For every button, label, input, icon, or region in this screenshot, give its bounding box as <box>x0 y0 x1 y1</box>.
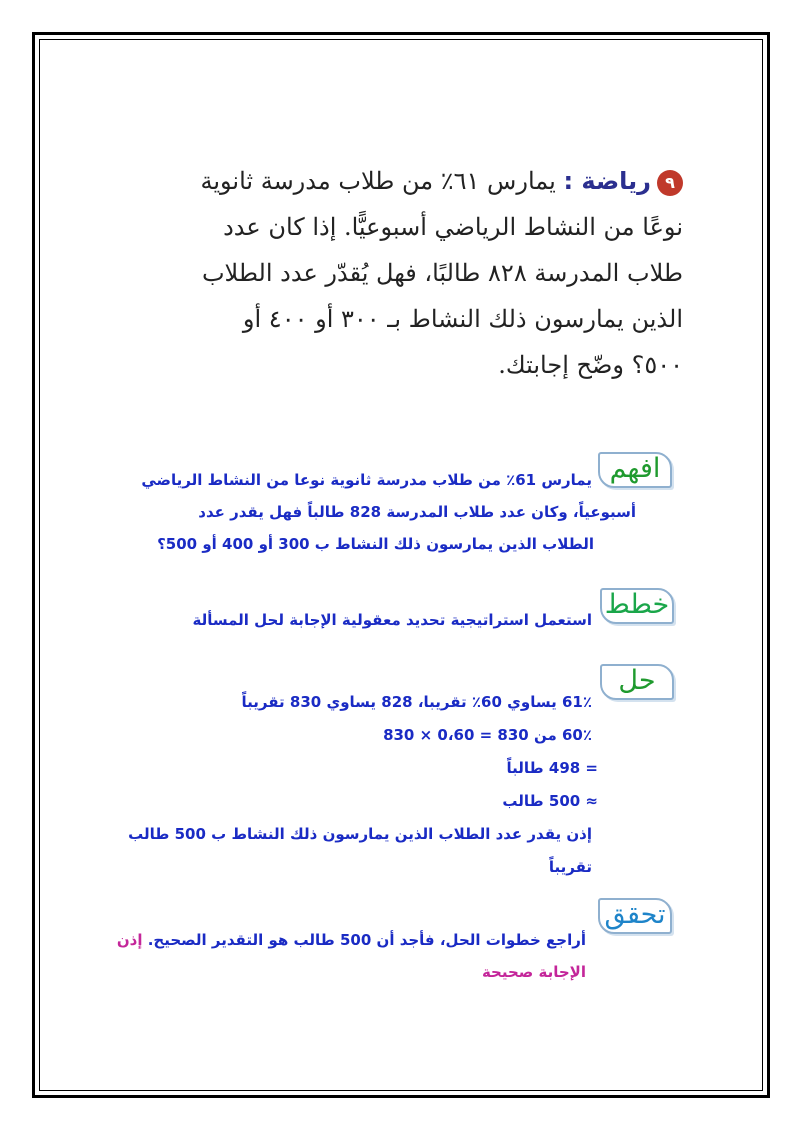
problem-text-line: طلاب المدرسة ٨٢٨ طالبًا، فهل يُقدّر عدد الطلاب <box>201 259 683 287</box>
problem-text-line: يمارس ٦١٪ من طلاب مدرسة ثانوية <box>200 167 556 195</box>
understand-line: يمارس 61٪ من طلاب مدرسة ثانوية نوعا من النشاط الرياضي <box>141 471 592 489</box>
plan-text: استعمل استراتيجية تحديد معقولية الإجابة لحل المسألة <box>192 611 592 629</box>
check-line <box>117 924 586 956</box>
problem-text-line: نوعًا من النشاط الرياضي أسبوعيًّا. إذا كان عدد <box>223 213 683 241</box>
understand-text <box>141 464 636 560</box>
solve-line: تقريباً <box>548 858 592 876</box>
solve-text <box>128 686 598 884</box>
problem-line-1 <box>163 158 683 204</box>
understand-line: أسبوعياً، وكان عدد طلاب المدرسة 828 طالباً فهل يقدر عدد <box>198 503 636 521</box>
check-badge: تحقق <box>598 898 672 934</box>
problem-statement <box>163 158 683 388</box>
solve-badge: حل <box>600 664 674 700</box>
problem-text-line: ٥٠٠؟ وضّح إجابتك. <box>498 351 683 379</box>
check-line-magenta: إذن <box>116 931 143 949</box>
solve-line: 60٪ من 830 = 0،60 × 830 <box>383 726 592 744</box>
problem-topic: رياضة : <box>563 167 651 195</box>
check-conclusion: الإجابة صحيحة <box>481 963 586 981</box>
check-line-blue: أراجع خطوات الحل، فأجد أن 500 طالب هو التقدير الصحيح. <box>147 931 586 949</box>
problem-number-badge: ٩ <box>657 170 683 196</box>
plan-badge: خطط <box>600 588 674 624</box>
understand-badge: افهم <box>598 452 672 488</box>
solve-line: ≈ 500 طالب <box>502 792 598 810</box>
check-text <box>117 924 586 988</box>
solve-line: 61٪ يساوي 60٪ تقريبا، 828 يساوي 830 تقريباً <box>241 693 592 711</box>
understand-line: الطلاب الذين يمارسون ذلك النشاط ب 300 أو 400 أو 500؟ <box>157 535 594 553</box>
solve-line: إذن يقدر عدد الطلاب الذين يمارسون ذلك النشاط ب 500 طالب <box>128 825 592 843</box>
solve-line: = 498 طالباً <box>506 759 598 777</box>
problem-text-line: الذين يمارسون ذلك النشاط بـ ٣٠٠ أو ٤٠٠ أو <box>242 305 683 333</box>
